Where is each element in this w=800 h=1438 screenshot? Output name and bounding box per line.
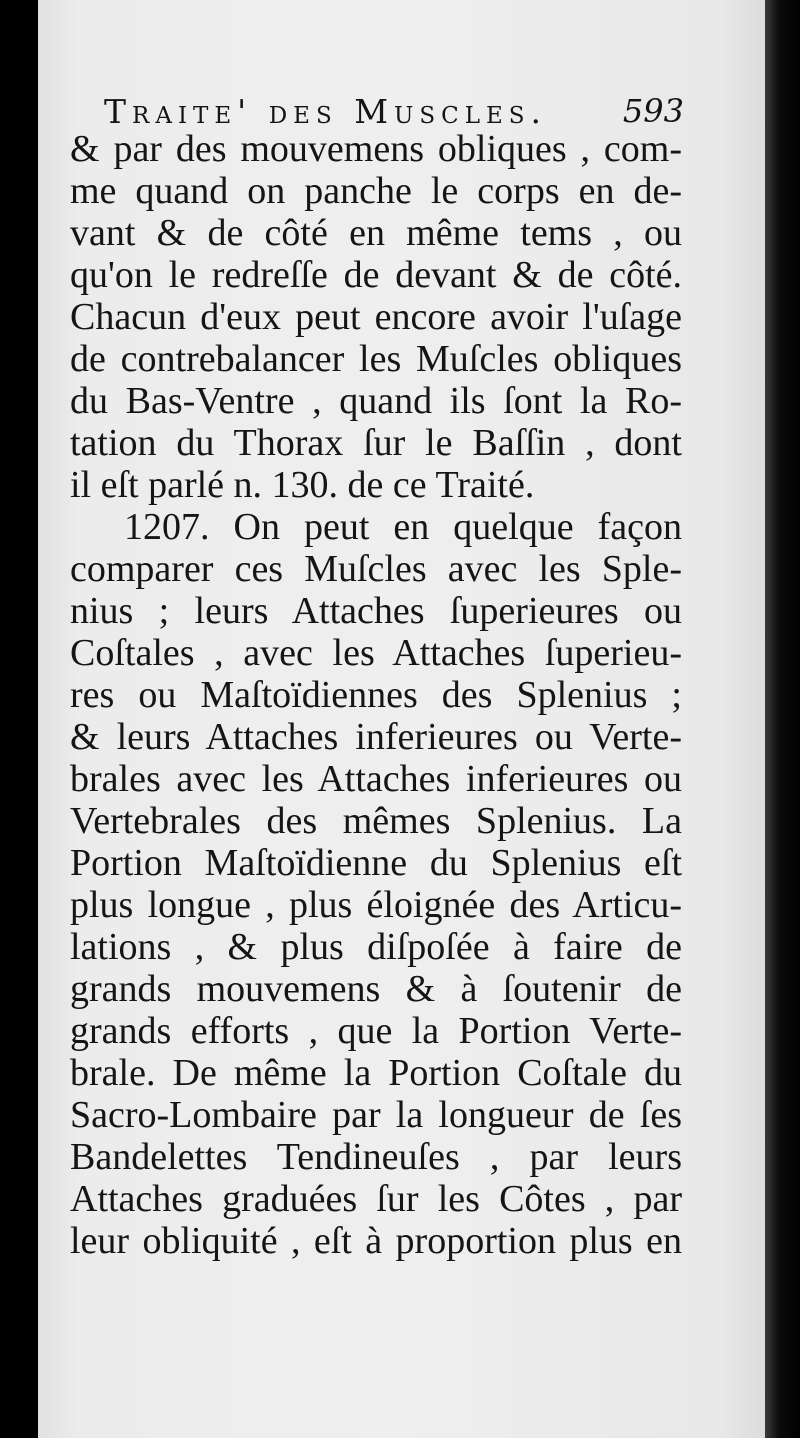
text-line: Portion Maſtoïdienne du Splenius eſt (70, 842, 682, 884)
text-line: Sacro-Lombaire par la longueur de ſes (70, 1094, 682, 1136)
text-line: & leurs Attaches inferieures ou Verte- (70, 716, 682, 758)
text-line: leur obliquité , eſt à proportion plus en (70, 1220, 682, 1262)
text-line: brales avec les Attaches inferieures ou (70, 758, 682, 800)
text-line: du Bas-Ventre , quand ils ſont la Ro- (70, 380, 682, 422)
text-line: il eſt parlé n. 130. de ce Traité. (70, 464, 535, 506)
text-line: Bandelettes Tendineuſes , par leurs (70, 1136, 682, 1178)
text-line: nius ; leurs Attaches ſuperieures ou (70, 590, 682, 632)
text-line: tation du Thorax ſur le Baſſin , dont (70, 422, 682, 464)
text-line: lations , & plus diſpoſée à faire de (70, 926, 682, 968)
text-line: grands mouvemens & à ſoutenir de (70, 968, 682, 1010)
text-line: Coſtales , avec les Attaches ſuperieu- (70, 632, 682, 674)
page-number: 593 (622, 92, 684, 130)
page-edge-shadow (765, 0, 800, 1438)
text-line: res ou Maſtoïdiennes des Splenius ; (70, 674, 682, 716)
text-line: me quand on panche le corps en de- (70, 170, 682, 212)
body-text (70, 128, 682, 1262)
text-line: & par des mouvemens obliques , com- (70, 128, 682, 170)
text-line: Attaches graduées ſur les Côtes , par (70, 1178, 682, 1220)
text-line: Vertebrales des mêmes Splenius. La (70, 800, 682, 842)
text-line: plus longue , plus éloignée des Articu- (70, 884, 682, 926)
text-line: grands efforts , que la Portion Verte- (70, 1010, 682, 1052)
text-line: brale. De même la Portion Coſtale du (70, 1052, 682, 1094)
text-line: vant & de côté en même tems , ou (70, 212, 682, 254)
paragraph-start-line: 1207. On peut en quelque façon (124, 506, 682, 548)
text-line: de contrebalancer les Muſcles obliques (70, 338, 682, 380)
text-line: comparer ces Muſcles avec les Sple- (70, 548, 682, 590)
running-title: Traite' des Muscles. (104, 92, 548, 131)
text-line: qu'on le redreſſe de devant & de côté. (70, 254, 682, 296)
text-line: Chacun d'eux peut encore avoir l'uſage (70, 296, 682, 338)
